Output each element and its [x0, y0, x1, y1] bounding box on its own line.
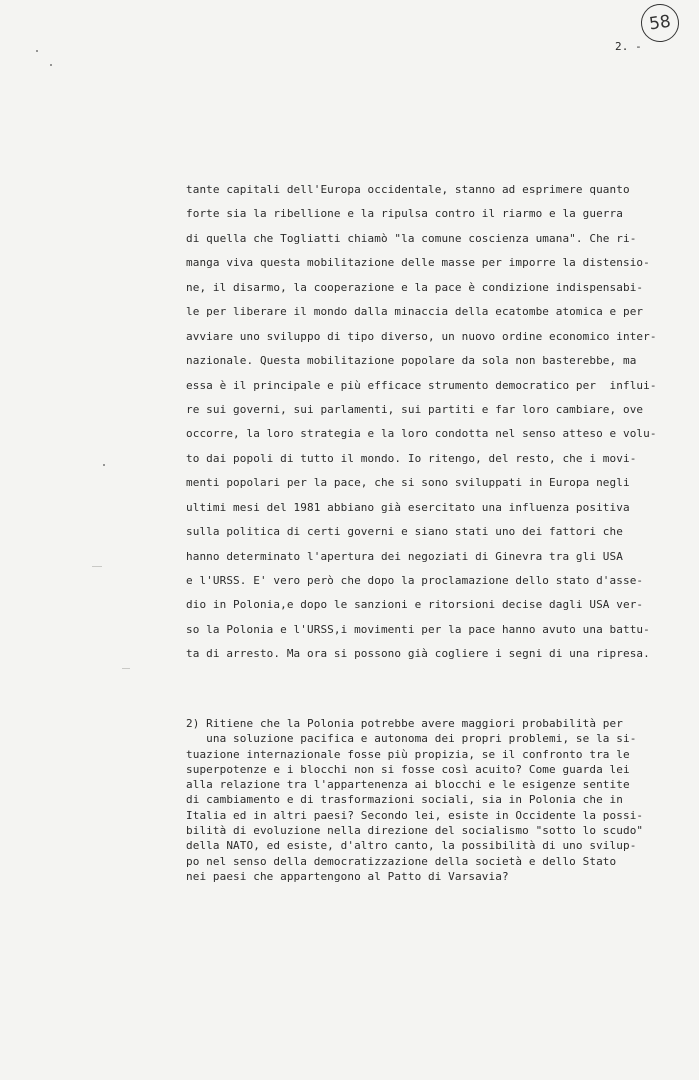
text-line: di cambiamento e di trasformazioni sociali, sia in Polonia che in [186, 793, 623, 807]
text-line: po nel senso della democratizzazione della società e dello Stato [186, 854, 617, 868]
text-line: avviare uno sviluppo di tipo diverso, un nuovo ordine economico inter- [186, 329, 657, 343]
text-line: nazionale. Questa mobilitazione popolare da sola non basterebbe, ma [186, 354, 637, 368]
text-line: re sui governi, sui parlamenti, sui partiti e far loro cambiare, ove [186, 402, 644, 416]
text-line: sulla politica di certi governi e siano stati uno dei fattori che [186, 525, 623, 539]
margin-mark [92, 566, 102, 567]
archive-stamp-number: 58 [647, 11, 673, 35]
body-paragraph [186, 183, 686, 672]
margin-mark [122, 668, 130, 669]
text-line: hanno determinato l'apertura dei negoziati di Ginevra tra gli USA [186, 549, 623, 563]
text-line: nei paesi che appartengono al Patto di Varsavia? [186, 869, 509, 883]
text-line: ultimi mesi del 1981 abbiano già esercitato una influenza positiva [186, 500, 630, 514]
scan-speck [103, 464, 105, 466]
text-line: forte sia la ribellione e la ripulsa contro il riarmo e la guerra [186, 207, 623, 221]
text-line: tante capitali dell'Europa occidentale, stanno ad esprimere quanto [186, 183, 630, 196]
text-line: di quella che Togliatti chiamò "la comune coscienza umana". Che ri- [186, 231, 637, 245]
text-line: tuazione internazionale fosse più propizia, se il confronto tra le [186, 747, 630, 761]
text-line: le per liberare il mondo dalla minaccia della ecatombe atomica e per [186, 305, 644, 319]
page-number: 2. - [615, 40, 642, 53]
text-line: dio in Polonia,e dopo le sanzioni e ritorsioni decise dagli USA ver- [186, 598, 644, 612]
text-line: e l'URSS. E' vero però che dopo la proclamazione dello stato d'asse- [186, 574, 644, 587]
text-line: to dai popoli di tutto il mondo. Io ritengo, del resto, che i movi- [186, 451, 637, 465]
text-line: ne, il disarmo, la cooperazione e la pace è condizione indispensabi- [186, 280, 644, 294]
text-line: essa è il principale e più efficace strumento democratico per influi- [186, 378, 657, 392]
archive-stamp [639, 2, 682, 45]
text-line: Italia ed in altri paesi? Secondo lei, esiste in Occidente la possi- [186, 808, 644, 822]
text-line: occorre, la loro strategia e la loro condotta nel senso atteso e volu- [186, 427, 657, 441]
scan-speck [50, 64, 52, 66]
question-paragraph [186, 717, 686, 885]
text-line: superpotenze e i blocchi non si fosse così acuito? Come guarda lei [186, 762, 630, 776]
text-line: alla relazione tra l'appartenenza ai blocchi e le esigenze sentite [186, 778, 630, 792]
text-line: menti popolari per la pace, che si sono sviluppati in Europa negli [186, 476, 630, 490]
text-line: manga viva questa mobilitazione delle masse per imporre la distensio- [186, 256, 650, 270]
text-line: bilità di evoluzione nella direzione del socialismo "sotto lo scudo" [186, 824, 644, 838]
text-line: 2) Ritiene che la Polonia potrebbe avere maggiori probabilità per [186, 717, 623, 730]
text-line: una soluzione pacifica e autonoma dei propri problemi, se la si- [186, 732, 637, 746]
scan-speck [36, 50, 38, 52]
text-line: ta di arresto. Ma ora si possono già cogliere i segni di una ripresa. [186, 647, 650, 661]
text-line: so la Polonia e l'URSS,i movimenti per la pace hanno avuto una battu- [186, 622, 650, 636]
text-line: della NATO, ed esiste, d'altro canto, la possibilità di uno svilup- [186, 839, 637, 853]
